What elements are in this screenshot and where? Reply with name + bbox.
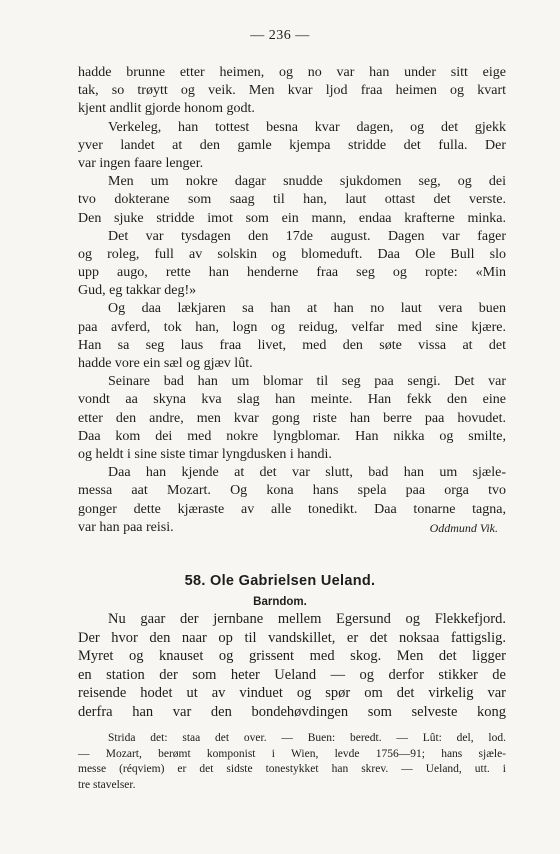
text-line: en station der som heter Ueland — og derfor stikker de <box>78 666 506 683</box>
text-line: Han sa seg laus fraa livet, med den søte vissa at det <box>78 337 506 353</box>
text-line: og roleg, full av solskin og blomeduft. Daa Ole Bull slo <box>78 246 506 262</box>
text-line: Seinare bad han um blomar til seg paa sengi. Det var <box>108 374 506 390</box>
text-line: Nu gaar der jernbane mellem Egersund og Flekkefjord. <box>108 611 506 627</box>
text-line: tak, so trøytt og veik. Men kvar ljod fraa heimen og kvart <box>78 83 506 99</box>
text-line: messa aat Mozart. Og kona hans spela paa orga tvo <box>78 483 506 499</box>
text-line: Men um nokre dagar snudde sjukdomen seg, og dei <box>108 174 506 190</box>
signature-line <box>78 519 506 537</box>
footnote-line: Strida det: staa det over. — Buen: beredt. — Lût: del, lod. <box>108 732 506 744</box>
section-subheading: Barndom. <box>253 596 307 608</box>
text-line: Og daa lækjaren sa han at han no laut vera buen <box>108 301 506 317</box>
text-line: etter den andre, men kvar gong riste han berre paa hovudet. <box>78 410 506 426</box>
footnotes <box>78 731 506 793</box>
text-line: Daa kom dei med nokre lyngblomar. Han nikka og smilte, <box>78 428 506 444</box>
section-heading: 58. Ole Gabrielsen Ueland. <box>184 573 376 589</box>
text-line: paa avferd, tok han, logn og reidug, velfar med sine kjære. <box>78 319 506 335</box>
text-line: hadde brunne etter heimen, og no var han under sitt eige <box>78 65 506 80</box>
text-line: og heldt i sine siste timar lyngdusken i handi. <box>78 446 332 462</box>
chapter-text <box>78 64 506 537</box>
text-line: Verkeleg, han tottest besna kvar dagen, og det gjekk <box>108 119 506 135</box>
text-line: tvo dokterane som saag til han, laut ottast det verste. <box>78 192 506 208</box>
author-signature: Oddmund Vik. <box>429 520 498 535</box>
footnote-line: tre stavelser. <box>78 778 136 791</box>
footnote-line: — Mozart, berømt komponist i Wien, levde 1756—91; hans sjæle- <box>78 747 506 760</box>
text-line: vondt aa skyna kva slag han meinte. Han fekk den eine <box>78 392 506 408</box>
text-line: Det var tysdagen den 17de august. Dagen var fager <box>108 228 506 244</box>
footnote-line: messe (réqviem) er det sidste tonestykket han skrev. — Ueland, utt. i <box>78 763 506 775</box>
text-line: var han paa reisi. <box>78 519 174 535</box>
text-line: Der hvor den naar op til vandskillet, er det noksaa fattigslig. <box>78 629 506 646</box>
section-text <box>78 610 506 722</box>
text-line: kjent andlit gjorde honom godt. <box>78 101 255 117</box>
text-line: reisende hodet ut av vinduet og spør om det virkelig var <box>78 685 506 702</box>
text-line: hadde vore ein sæl og gjæv lût. <box>78 356 253 371</box>
page-number: — 236 — <box>250 28 310 43</box>
text-line: derfra han var den bondehøvdingen som selveste kong <box>78 703 506 720</box>
text-line: Den sjuke stridde imot som ein mann, endaa krafterne minka. <box>78 210 506 226</box>
text-line: Gud, eg takkar deg!» <box>78 283 197 299</box>
text-line: upp augo, rette han henderne fraa seg og ropte: «Min <box>78 265 506 281</box>
text-line: yver landet at den gamle kjempa stridde det fulla. Der <box>78 137 506 153</box>
text-line: var ingen faare lenger. <box>78 155 204 171</box>
text-line: Daa han kjende at det var slutt, bad han um sjæle- <box>108 465 506 481</box>
text-line: Myret og knauset og grissent med skog. Men det ligger <box>78 648 506 665</box>
text-line: gonger dette kjæraste av alle tonedikt. Daa tonarne tagna, <box>78 501 506 517</box>
